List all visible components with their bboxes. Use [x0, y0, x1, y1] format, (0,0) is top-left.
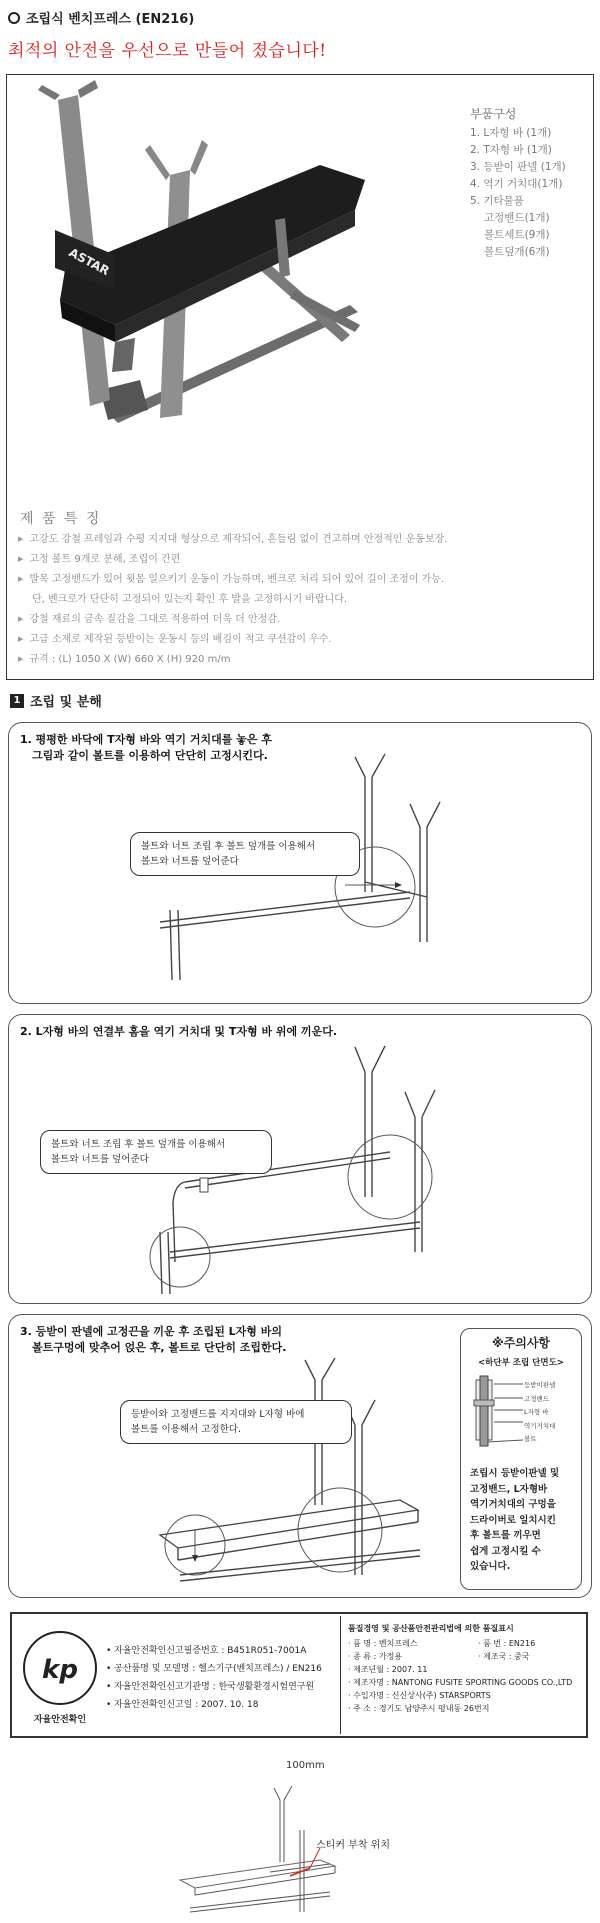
caution-line: 고정밴드, L자형바 — [470, 1483, 548, 1495]
quality-row: · 주 소 : 경기도 남양주시 평내동 26번지 — [348, 1704, 490, 1713]
bench-photo — [20, 80, 460, 500]
callout-line: 볼트와 너트 조립 후 볼트 덮개를 이용해서 — [141, 841, 316, 852]
quality-row: · 종 류 : 가정용 · 제조국 : 중국 — [348, 1652, 530, 1661]
callout-line: 볼트와 너트 조립 후 볼트 덮개를 이용해서 — [51, 1139, 226, 1150]
label-bolt: 볼트 — [524, 1435, 537, 1443]
dimension-label: 100mm — [286, 1760, 325, 1771]
cert-item: • 자율안전확인신고필증번호 : B451R051-7001A — [106, 1646, 307, 1656]
section-number: 1 — [10, 694, 24, 708]
feature-item: 단, 벤크로가 단단히 고정되어 있는지 확인 후 발을 고정하시기 바랍니다. — [32, 594, 348, 605]
caution-subtitle: <하단부 조립 단면도> — [478, 1358, 564, 1368]
kp-logo-text: kp — [42, 1655, 78, 1685]
sticker-position-label: 스티커 부착 위치 — [316, 1840, 390, 1851]
parts-item: 3. 등받이 판넬 (1개) — [470, 161, 566, 173]
step-1-callout — [130, 832, 360, 876]
bench-seat — [60, 165, 365, 325]
quality-label — [348, 1622, 584, 1715]
callout-line: 볼트를 이용해서 고정한다. — [131, 1424, 242, 1435]
parts-subitem: 고정밴드(1개) — [484, 212, 550, 224]
quality-row: · 품 명 : 벤치프레스 · 품 번 : EN216 — [348, 1639, 536, 1648]
bench-brand-text: ASTAR — [66, 245, 112, 279]
caution-line: 조립시 등받이판넬 및 — [470, 1468, 560, 1479]
label-band: 고정밴드 — [524, 1394, 550, 1403]
step-2-callout — [40, 1130, 272, 1174]
callout-line: 볼트와 너트를 덮어준다 — [51, 1154, 149, 1165]
parts-item: 4. 역기 거치대(1개) — [470, 178, 563, 190]
parts-item: 2. T자형 바 (1개) — [470, 144, 552, 156]
feature-item: ▶ 규격 : (L) 1050 X (W) 660 X (H) 920 m/m — [18, 650, 447, 670]
label-lbar: L자형 바 — [524, 1408, 549, 1416]
features-list — [18, 530, 447, 670]
step-3-callout — [120, 1400, 352, 1444]
quality-row: · 제조자명 : NANTONG FUSITE SPORTING GOODS CO.,LTD — [348, 1678, 573, 1687]
cross-section-diagram — [468, 1372, 576, 1454]
step-3-line-2: 볼트구멍에 맞추어 얹은 후, 볼트로 단단히 조립한다. — [32, 1341, 287, 1354]
certification-details — [106, 1642, 322, 1714]
parts-list — [470, 106, 566, 261]
step-2-line-1: 2. L자형 바의 연결부 홈을 역기 거치대 및 T자형 바 위에 끼운다. — [20, 1025, 338, 1038]
circle-bullet-icon — [8, 12, 20, 24]
caution-line: 쉽게 고정시킬 수 — [470, 1545, 541, 1557]
tagline: 최적의 안전을 우선으로 만들어 졌습니다! — [8, 41, 327, 61]
caution-title: ※주의사항 — [491, 1336, 551, 1350]
label-rack: 역기거치대 — [524, 1421, 556, 1430]
caution-line: 드라이버로 일치시킨 — [470, 1514, 556, 1526]
step-1-line-1: 1. 평평한 바닥에 T자형 바와 역기 거치대를 놓은 후 — [20, 733, 272, 746]
features-title: 제 품 특 징 — [20, 511, 102, 527]
feature-item: ▶ 고급 소재로 제작된 등받이는 운동시 등의 배김이 적고 쿠션감이 우수. — [18, 630, 447, 650]
label-backrest: 등받이판넬 — [524, 1381, 556, 1389]
callout-line: 볼트와 너트를 덮어준다 — [141, 856, 239, 867]
step-1-line-2: 그림과 같이 볼트를 이용하여 단단히 고정시킨다. — [32, 749, 268, 762]
parts-item: 5. 기타물품 — [470, 195, 524, 207]
caution-body — [470, 1466, 580, 1575]
cert-item: • 자율안전확인신고기관명 : 한국생활환경시험연구원 — [106, 1682, 315, 1692]
product-title: 조립식 벤치프레스 (EN216) — [26, 12, 195, 27]
feature-item: ▶ 고강도 강철 프레임과 수평 지지대 형상으로 제작되어, 흔들림 없이 견고하며 안정적인 운동보장. — [18, 530, 447, 550]
assembly-section-header — [10, 691, 102, 710]
parts-subitem: 볼트세트(9개) — [484, 229, 550, 241]
step-3-diagram — [150, 1320, 470, 1592]
cert-item: • 자율안전확인신고일 : 2007. 10. 18 — [106, 1700, 259, 1710]
cross-section-labels — [524, 1379, 555, 1447]
caution-line: 있습니다. — [470, 1561, 511, 1572]
quality-row: · 제조년월 : 2007. 11 — [348, 1665, 428, 1674]
page-heading — [8, 8, 194, 27]
sticker-location-diagram — [170, 1780, 450, 1920]
parts-title: 부품구성 — [470, 107, 517, 121]
section-title: 조립 및 분해 — [30, 695, 102, 710]
cert-divider — [340, 1616, 341, 1734]
parts-subitem: 볼트덮개(6개) — [484, 246, 550, 258]
kp-logo-caption: 자율안전확인 — [33, 1715, 87, 1725]
callout-line: 등받이와 고정밴드를 지지대와 L자형 바에 — [131, 1409, 305, 1420]
feature-item: ▶ 발목 고정밴드가 있어 윗몸 일으키기 운동이 가능하며, 벤크로 처리 되어 있어 길이 조정이 가능. — [18, 570, 447, 590]
step-3-line-1: 3. 등받이 판넬에 고정끈을 끼운 후 조립된 L자형 바의 — [20, 1325, 282, 1338]
quality-row: · 수입자명 : 신신상사(주) STARSPORTS — [348, 1691, 491, 1700]
feature-item: ▶ 고정 볼트 9개로 분해, 조립이 간편 — [18, 550, 447, 570]
feature-item: ▶ 강철 재료의 금속 질감을 그대로 적용하여 더욱 더 안정감. — [18, 610, 447, 630]
quality-title: 품질경영 및 공산품안전관리법에 의한 품질표시 — [348, 1624, 514, 1633]
cert-item: • 공산품명 및 모델명 : 헬스기구(벤치프레스) / EN216 — [106, 1664, 322, 1674]
kp-safety-logo — [20, 1622, 100, 1728]
caution-line: 역기거치대의 구멍을 — [470, 1499, 556, 1510]
parts-item: 1. L자형 바 (1개) — [470, 127, 552, 139]
caution-line: 후 볼트를 끼우면 — [470, 1530, 541, 1541]
